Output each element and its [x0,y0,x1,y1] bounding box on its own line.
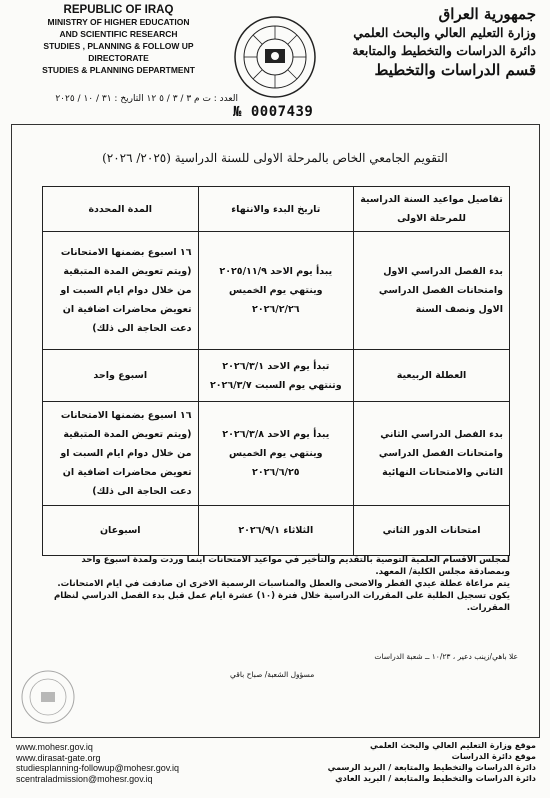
table-cell-duration: اسبوع واحد [43,350,199,402]
table-cell-dates [198,506,354,556]
header-ar-line: دائرة الدراسات والتخطيط والمتابعة [352,43,536,58]
footer-email[interactable]: scentraladmission@mohesr.gov.iq [16,773,153,784]
header-en-line: AND SCIENTIFIC RESEARCH [59,29,178,39]
footer-arabic [328,740,536,784]
table-row [43,350,510,402]
column-header: تاريخ البدء والانتهاء [198,187,354,232]
table-cell-detail: العطلة الربيعية [354,350,510,402]
footer-english [16,742,179,784]
table-cell-detail: بدء الفصل الدراسي الاول وامتحانات الفصل الدراسي الاول ونصف السنة [354,232,510,350]
footer-label: دائرة الدراسات والتخطيط والمتابعة / البريد العادي [335,773,536,783]
table-cell-duration: ١٦ اسبوع بضمنها الامتحانات (ويتم تعويض المدة المتبقية من خلال دوام ايام السبت او تعويض محاضرات اضافية ان دعت الحاجة الى ذلك) [43,232,199,350]
academic-calendar-table [42,186,510,556]
start-date: يبدأ يوم الاحد ٢٠٢٦/٣/٨ [222,429,330,440]
table-row [43,402,510,506]
header-ar-line: جمهورية العراق [438,5,536,23]
footer-label: موقع وزارة التعليم العالي والبحث العلمي [370,740,536,750]
table-cell-dates [198,402,354,506]
ministry-logo-icon [232,14,318,100]
header-arabic [346,4,536,80]
serial-number: № 0007439 [233,104,314,120]
end-date: وينتهي يوم الخميس ٢٠٢٦/٢/٢٦ [229,285,323,315]
footer-link[interactable]: www.mohesr.gov.iq [16,742,93,752]
start-date: تبدأ يوم الاحد ٢٠٢٦/٣/١ [222,360,330,372]
end-date: وتنتهي يوم السبت ٢٠٢٦/٣/٧ [209,379,342,391]
table-cell-detail: بدء الفصل الدراسي الثاني وامتحانات الفصل الدراسي الثاني والامتحانات النهائية [354,402,510,506]
table-cell-dates [198,350,354,402]
footer-email[interactable]: studiesplanning-followup@mohesr.gov.iq [16,763,180,773]
note-item: لمجلس الاقسام العلمية التوصية بالتقديم والتأخير في مواعيد الامتحانات اينما وردت ولمدة اسبوع واحد وبمصادقة مجلس الكلية/ المعهد. [81,555,510,577]
end-date: وينتهي يوم الخميس ٢٠٢٦/٦/٢٥ [229,448,323,478]
table-cell-dates [198,232,354,350]
footer-label: دائرة الدراسات والتخطيط والمتابعة / البريد الرسمي [327,762,536,772]
column-header: المدة المحددة [43,187,199,232]
document-title: التقويم الجامعي الخاص بالمرحلة الاولى للسنة الدراسية (٢٠٢٥/ ٢٠٢٦) [102,151,448,165]
table-cell-duration: اسبوعان [43,506,199,556]
signature-right: علا باهي/زينب دعير ، ١٠/٢٣ ــ شعبة الدراسات [374,652,518,661]
header-ar-line: قسم الدراسات والتخطيط [374,61,536,79]
header-en-line: STUDIES & PLANNING DEPARTMENT [42,65,195,75]
footer-label: موقع دائرة الدراسات [451,751,536,761]
header-ar-line: وزارة التعليم العالي والبحث العلمي [353,25,536,40]
note-item: يكون تسجيل الطلبة على المقررات الدراسية خلال فترة (١٠) عشرة ايام عمل قبل بدء الفصل الدراسي لنظام المقررات. [53,591,510,613]
table-row [43,232,510,350]
table-header-row [43,187,510,232]
table-cell-duration: ١٦ اسبوع بضمنها الامتحانات (ويتم تعويض المدة المتبقية من خلال دوام ايام السبت او تعويض محاضرات اضافية ان دعت الحاجة الى ذلك) [43,402,199,506]
column-header: تفاصيل مواعيد السنة الدراسية للمرحلة الاولى [354,187,510,232]
reference-number-date: العدد : ت م ٣ / ٣ / ٥ ١٢ التاريخ : ٣١ / ١٠ / ٢٠٢٥ [55,94,238,104]
footer-link[interactable]: www.dirasat-gate.org [16,752,101,763]
header-en-line: STUDIES , PLANNING & FOLLOW UP DIRECTORATE [43,41,194,63]
start-date: يبدأ يوم الاحد ٢٠٢٥/١١/٩ [219,266,333,277]
header-english [16,4,221,76]
header-en-line: MINISTRY OF HIGHER EDUCATION [47,17,190,27]
signature-left: مسؤول الشعبة/ صباح باقي [230,670,315,679]
table-row [43,506,510,556]
exam-date: الثلاثاء ٢٠٢٦/٩/١ [238,525,314,536]
note-item: يتم مراعاة عطلة عيدي الفطر والاضحى والعطل والمناسبات الرسمية الاخرى ان صادفت في ايام الامتحانات. [57,579,510,589]
watermark-logo-icon [18,668,78,726]
header-en-line: REPUBLIC OF IRAQ [63,4,174,16]
table-cell-detail: امتحانات الدور الثاني [354,506,510,556]
notes-list [50,554,510,614]
